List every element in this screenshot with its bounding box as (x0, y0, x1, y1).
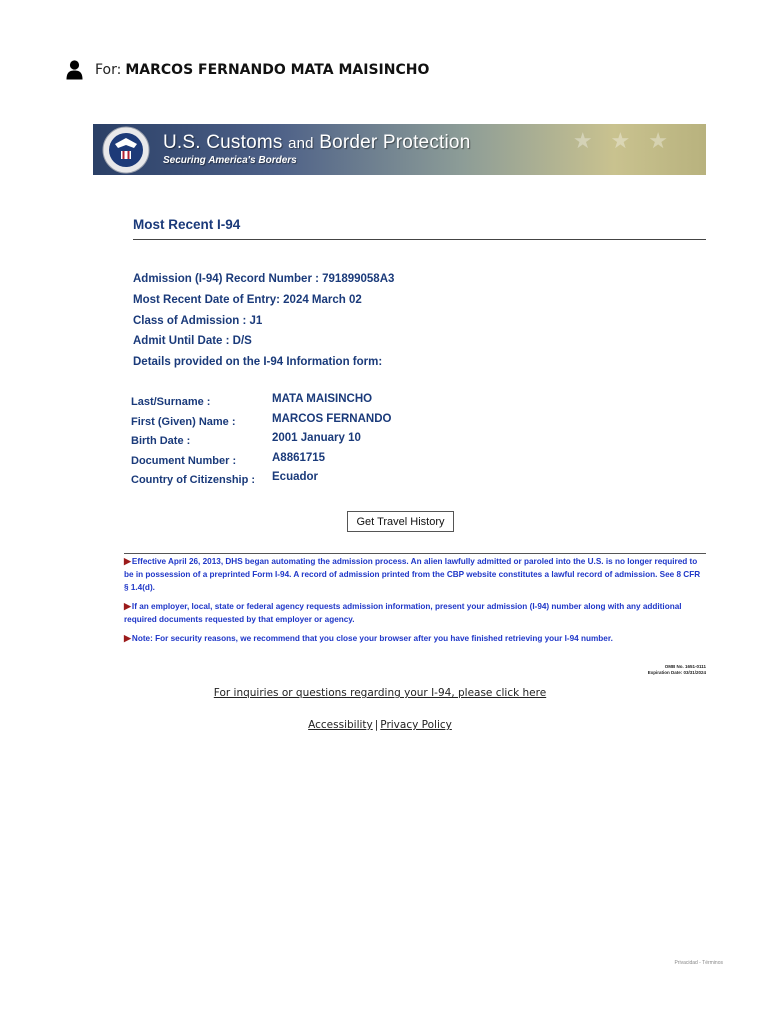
detail-row-surname (131, 393, 391, 413)
user-icon (66, 60, 83, 80)
user-line (66, 58, 429, 82)
notice-item: ▶Effective April 26, 2013, DHS began automating the admission process. An alien lawfully admitted or paroled into the U.S. is no longer required to be in possession of a preprinted Form I-94. A record of admission printed from the CBP website constitutes a lawful record of admission. See 8 CFR § 1.4(d). (124, 556, 701, 592)
privacy-policy-link[interactable]: Privacy Policy (380, 719, 452, 731)
detail-label: Last/Surname : (131, 396, 211, 408)
admission-summary (133, 271, 394, 375)
dhs-seal-icon (101, 126, 151, 174)
arrow-right-icon: ▶ (124, 556, 131, 566)
class-of-admission: Class of Admission : J1 (133, 314, 263, 327)
footer-links (0, 719, 760, 731)
detail-label: Country of Citizenship : (131, 474, 256, 487)
title-divider (133, 239, 706, 240)
notice-item: ▶Note: For security reasons, we recommend that you close your browser after you have finished retrieving your I-94 number. (124, 633, 613, 643)
notice-item: ▶If an employer, local, state or federal agency requests admission information, present your admission (I-94) number along with any additional required documents requested by that employer or agency. (124, 601, 682, 624)
i94-details-table (131, 393, 391, 491)
omb-number: OMB No. 1651-0111 (664, 664, 706, 669)
detail-row-birth-date (131, 432, 391, 452)
banner-stars-decoration: ★★★ (572, 128, 686, 153)
detail-label: Birth Date : (131, 435, 191, 448)
details-intro: Details provided on the I-94 Information form: (133, 356, 383, 369)
detail-value: Ecuador (272, 471, 319, 484)
detail-value: MARCOS FERNANDO (272, 412, 392, 425)
detail-row-citizenship (131, 471, 391, 491)
cbp-banner (93, 124, 706, 175)
admit-until-date: Admit Until Date : D/S (133, 335, 252, 348)
detail-row-given-name (131, 413, 391, 433)
banner-subtitle: Securing America's Borders (163, 155, 297, 166)
detail-value: MATA MAISINCHO (272, 393, 373, 405)
arrow-right-icon: ▶ (124, 633, 131, 643)
detail-value: A8861715 (272, 451, 326, 464)
recaptcha-terms[interactable]: Privacidad - Términos (674, 960, 723, 966)
accessibility-link[interactable]: Accessibility (308, 719, 373, 731)
omb-info (648, 664, 706, 676)
detail-row-document-number (131, 452, 391, 472)
detail-value: 2001 January 10 (272, 432, 361, 445)
omb-expiration: Expiration Date: 03/31/2024 (647, 670, 706, 675)
record-number: Admission (I-94) Record Number : 791899058A3 (133, 273, 395, 285)
notices (124, 553, 706, 651)
banner-title: U.S. Customs and Border Protection (163, 132, 471, 153)
get-travel-history-button[interactable]: Get Travel History (347, 511, 454, 532)
arrow-right-icon: ▶ (124, 601, 131, 611)
page-title: Most Recent I-94 (133, 217, 241, 232)
detail-label: Document Number : (131, 454, 237, 467)
for-label: For: (95, 62, 122, 78)
detail-label: First (Given) Name : (131, 415, 236, 428)
link-separator: | (374, 719, 379, 731)
entry-date: Most Recent Date of Entry: 2024 March 02 (133, 293, 362, 306)
traveler-name: MARCOS FERNANDO MATA MAISINCHO (125, 62, 430, 78)
inquiry-link[interactable]: For inquiries or questions regarding your I-94, please click here (213, 687, 547, 699)
